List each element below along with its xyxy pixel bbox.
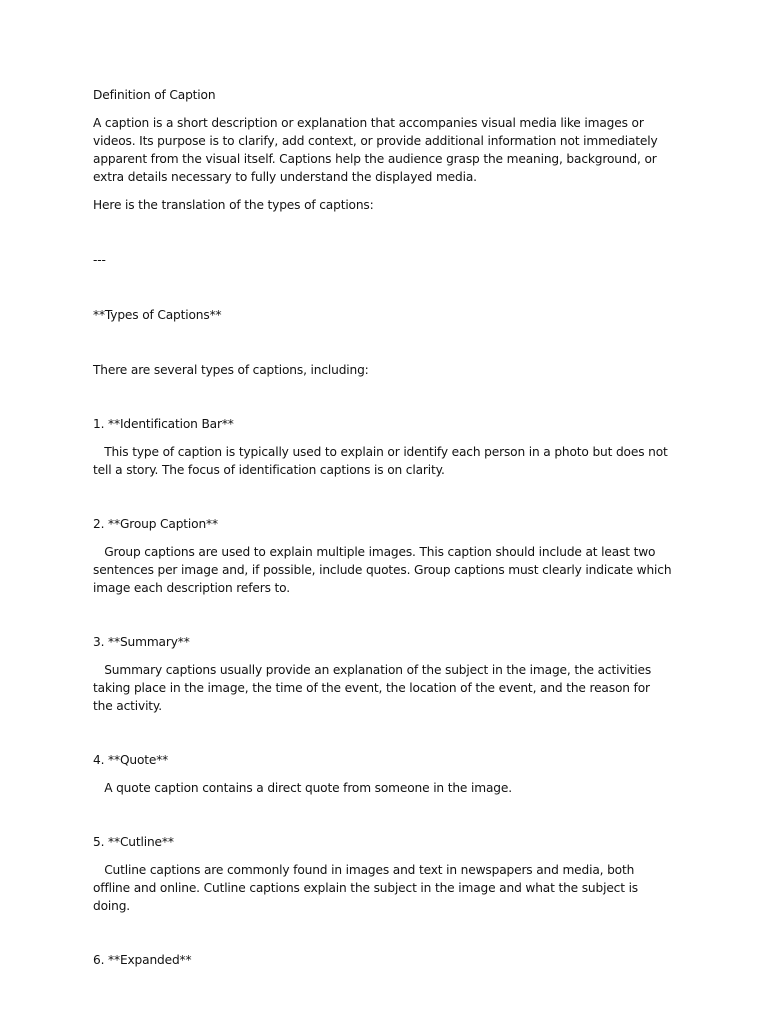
types-lead: There are several types of captions, including: [93, 363, 369, 377]
item-heading-identification-bar: 1. **Identification Bar** [93, 417, 234, 431]
item-body-quote: A quote caption contains a direct quote from someone in the image. [93, 781, 512, 795]
separator-text: --- [93, 253, 106, 267]
item-body-cutline: Cutline captions are commonly found in images and text in newspapers and media, both offline and online. Cutline captions explain the subject in the image and what the subject is doing. [93, 863, 642, 913]
types-heading: **Types of Captions** [93, 308, 222, 322]
translation-note: Here is the translation of the types of captions: [93, 198, 374, 212]
document-title: Definition of Caption [93, 88, 216, 102]
item-heading-group-caption: 2. **Group Caption** [93, 517, 218, 531]
item-heading-expanded: 6. **Expanded** [93, 953, 192, 967]
item-heading-summary: 3. **Summary** [93, 635, 190, 649]
intro-paragraph: A caption is a short description or explanation that accompanies visual media like images or videos. Its purpose is to clarify, add context, or provide additional information not immediately apparent from the visual itself. Captions help the audience grasp the meaning, background, or extra details necessary to fully understand the displayed media. [93, 116, 662, 184]
item-body-group-caption: Group captions are used to explain multiple images. This caption should include at least two sentences per image and, if possible, include quotes. Group captions must clearly indicate which image each description refers to. [93, 545, 676, 595]
item-heading-quote: 4. **Quote** [93, 753, 169, 767]
item-heading-cutline: 5. **Cutline** [93, 835, 174, 849]
document-body [93, 86, 676, 969]
item-body-summary: Summary captions usually provide an explanation of the subject in the image, the activities taking place in the image, the time of the event, the location of the event, and the reason for the activity. [93, 663, 655, 713]
item-body-identification-bar: This type of caption is typically used to explain or identify each person in a photo but does not tell a story. The focus of identification captions is on clarity. [93, 445, 672, 477]
